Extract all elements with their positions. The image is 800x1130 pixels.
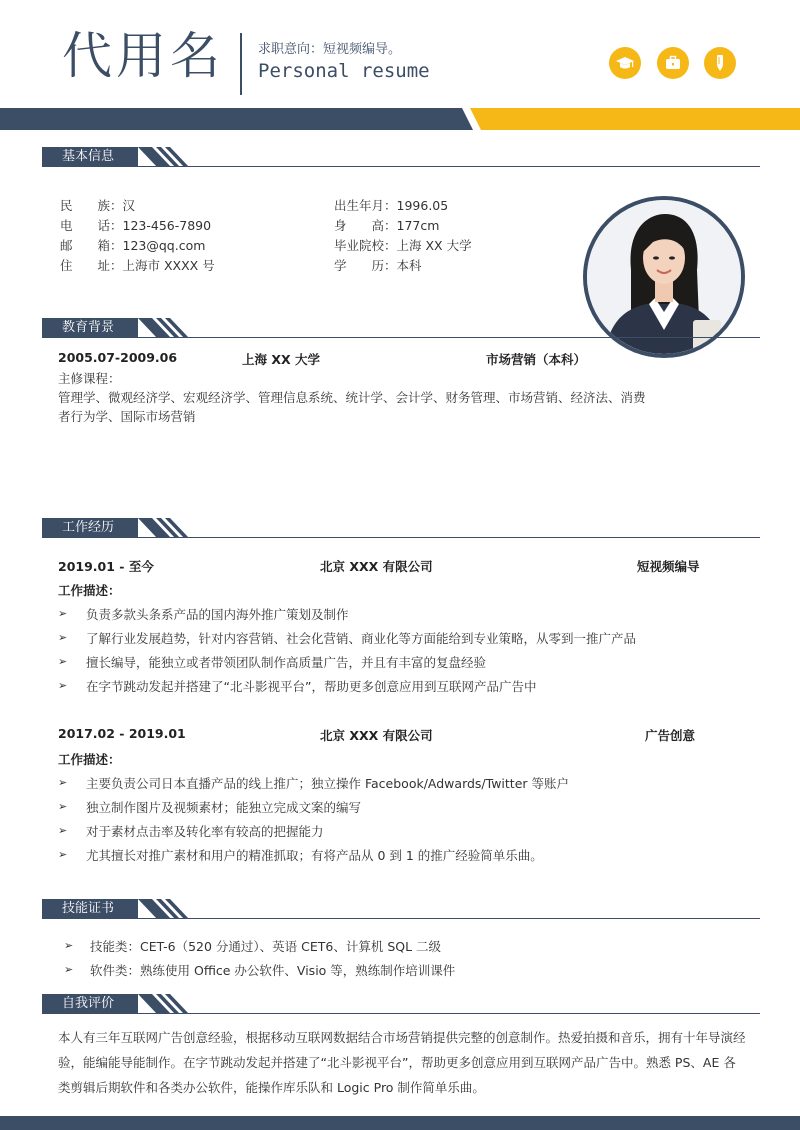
bullet-icon: ➢ xyxy=(58,655,68,668)
basic-birth: 出生年月：1996.05 xyxy=(334,198,449,213)
section-title: 技能证书 xyxy=(42,899,138,919)
self-eval-text: 本人有三年互联网广告创意经验，根据移动互联网数据结合市场营销提供完整的创意制作。热爱拍摄和音乐，拥有十年导演经验，能编能导能制作。在字节跳动发起并搭建了“北斗影视平台”，帮助更多创意应用到互联网产品广告中。熟悉 PS、AE 各类剪辑后期软件和各类办公软件，能操作库乐队和 Logic Pro 制作简单乐曲。 xyxy=(58,1030,746,1095)
job-desc-label: 工作描述： xyxy=(58,583,121,598)
edu-period: 2005.07-2009.06 xyxy=(58,350,178,365)
job-item: 负责多款头条系产品的国内海外推广策划及制作 xyxy=(86,607,349,622)
job-item: 擅长编导，能独立或者带领团队制作高质量广告，并且有丰富的复盘经验 xyxy=(86,655,487,670)
bullet-icon: ➢ xyxy=(58,776,68,789)
job-role: 短视频编导 xyxy=(637,559,700,574)
section-stripes xyxy=(138,147,218,167)
section-title: 自我评价 xyxy=(42,994,138,1014)
job-item: 独立制作图片及视频素材；能独立完成文案的编写 xyxy=(86,800,362,815)
job-item: 对于素材点击率及转化率有较高的把握能力 xyxy=(86,824,324,839)
job-role: 广告创意 xyxy=(645,728,696,743)
section-rule xyxy=(42,537,760,538)
bullet-icon: ➢ xyxy=(58,848,68,861)
resume-subtitle: Personal resume xyxy=(258,60,430,82)
section-stripes xyxy=(138,318,218,338)
job-item: 主要负责公司日本直播产品的线上推广；独立操作 Facebook/Adwards/Twitter 等账户 xyxy=(86,776,570,791)
header-band xyxy=(0,108,800,130)
edu-school: 上海 XX 大学 xyxy=(242,352,320,367)
basic-phone: 电 话：123-456-7890 xyxy=(60,218,212,233)
section-stripes xyxy=(138,994,218,1014)
skill-item: 技能类：CET-6（520 分通过）、英语 CET6、计算机 SQL 二级 xyxy=(90,939,442,954)
edu-courses-line1: 管理学、微观经济学、宏观经济学、管理信息系统、统计学、会计学、财务管理、市场营销、经济法、消费 xyxy=(58,390,646,405)
job-item: 尤其擅长对推广素材和用户的精准抓取；有将产品从 0 到 1 的推广经验简单乐曲。 xyxy=(86,848,543,863)
section-stripes xyxy=(138,518,218,538)
bullet-icon: ➢ xyxy=(58,679,68,692)
job-item: 在字节跳动发起并搭建了“北斗影视平台”，帮助更多创意应用到互联网产品广告中 xyxy=(86,679,537,694)
bullet-icon: ➢ xyxy=(58,800,68,813)
header-divider xyxy=(240,33,242,95)
footer-band xyxy=(0,1116,800,1130)
basic-ethnicity: 民 族：汉 xyxy=(60,198,136,213)
job-item: 了解行业发展趋势，针对内容营销、社会化营销、商业化等方面能给到专业策略，从零到一推广产品 xyxy=(86,631,637,646)
section-education xyxy=(42,318,762,338)
job-desc-label: 工作描述： xyxy=(58,752,121,767)
job-period: 2019.01 - 至今 xyxy=(58,559,154,574)
section-title: 教育背景 xyxy=(42,318,138,338)
bullet-icon: ➢ xyxy=(58,607,68,620)
edu-courses-line2: 者行为学、国际市场营销 xyxy=(58,409,196,424)
section-title: 基本信息 xyxy=(42,147,138,167)
basic-school: 毕业院校：上海 XX 大学 xyxy=(334,238,472,253)
section-work xyxy=(42,518,762,538)
section-skills xyxy=(42,899,762,919)
pencil-icon xyxy=(704,47,736,79)
job-intent: 求职意向：短视频编导。 xyxy=(258,42,402,57)
bullet-icon: ➢ xyxy=(58,631,68,644)
section-title: 工作经历 xyxy=(42,518,138,538)
basic-height: 身 高：177cm xyxy=(334,218,440,233)
skill-item: 软件类：熟练使用 Office 办公软件、Visio 等，熟练制作培训课件 xyxy=(90,963,456,978)
edu-major: 市场营销（本科） xyxy=(486,352,587,367)
basic-degree: 学 历：本科 xyxy=(334,258,422,273)
section-stripes xyxy=(138,899,218,919)
section-self-eval xyxy=(42,994,762,1014)
job-company: 北京 XXX 有限公司 xyxy=(320,559,433,574)
edu-courses-label: 主修课程： xyxy=(58,371,121,386)
job-period: 2017.02 - 2019.01 xyxy=(58,726,186,741)
job-company: 北京 XXX 有限公司 xyxy=(320,728,433,743)
bullet-icon: ➢ xyxy=(58,824,68,837)
bullet-icon: ➢ xyxy=(64,939,74,952)
graduation-cap-icon xyxy=(609,47,641,79)
section-rule xyxy=(42,166,760,167)
section-basic-info xyxy=(42,147,762,167)
section-rule xyxy=(42,918,760,919)
section-rule xyxy=(42,1013,760,1014)
resume-name: 代用名 xyxy=(62,27,224,85)
bullet-icon: ➢ xyxy=(64,963,74,976)
briefcase-icon xyxy=(657,47,689,79)
basic-address: 住 址：上海市 XXXX 号 xyxy=(60,258,215,273)
basic-email: 邮 箱：123@qq.com xyxy=(60,238,206,253)
section-rule xyxy=(42,337,760,338)
